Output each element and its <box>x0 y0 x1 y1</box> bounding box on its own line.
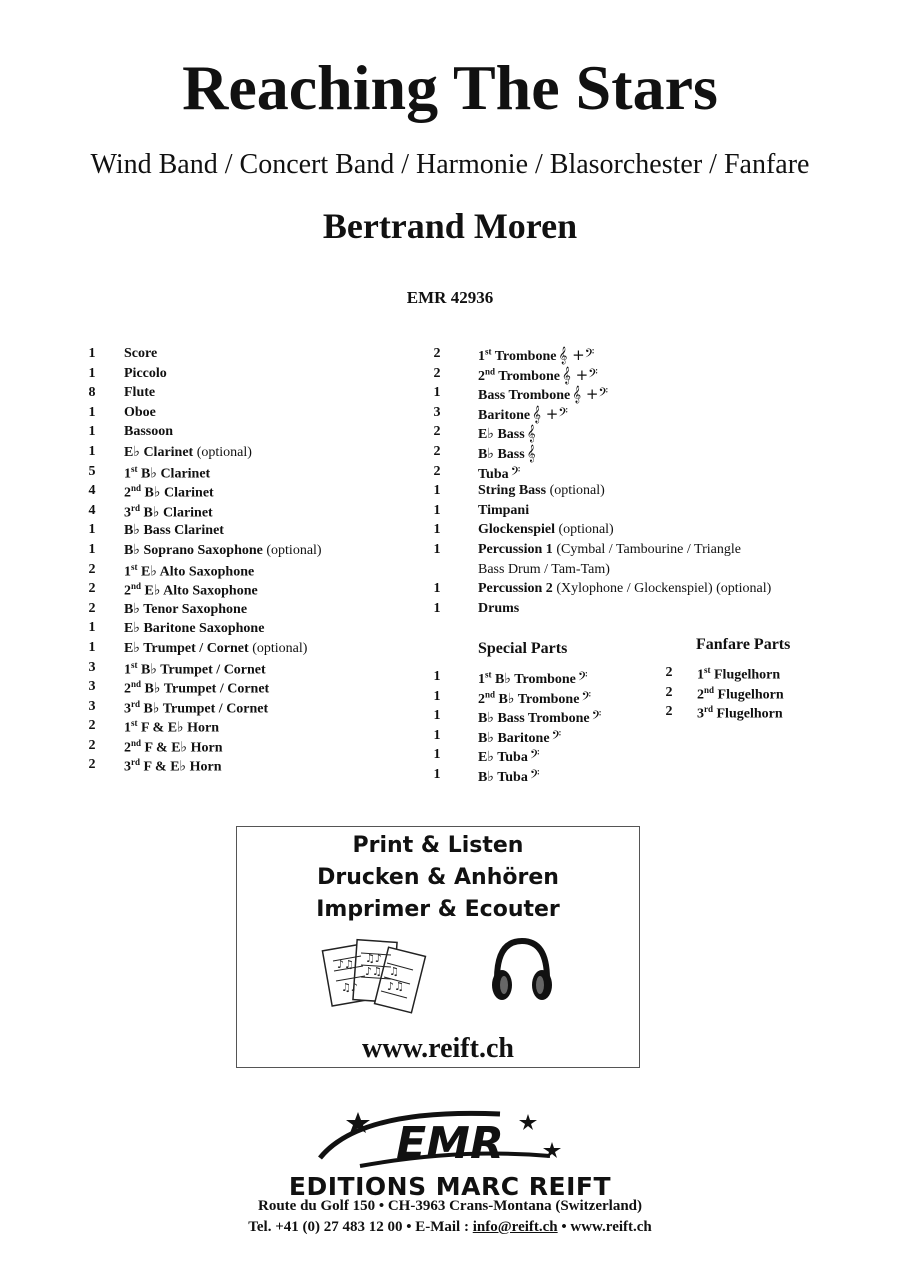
part-quantity: 1 <box>88 443 96 459</box>
part-quantity: 2 <box>433 346 441 361</box>
piece-title: Reaching The Stars <box>182 52 718 123</box>
part-name: Timpani <box>478 502 530 518</box>
part-row <box>430 708 670 728</box>
part-note: (optional) <box>262 542 322 558</box>
part-row <box>85 483 415 503</box>
special-parts-list <box>430 669 670 787</box>
part-row <box>85 424 415 444</box>
part-quantity: 2 <box>88 561 96 577</box>
parts-list-left <box>85 346 415 777</box>
part-row <box>430 366 850 386</box>
clef-icon: 𝄢 <box>510 463 521 482</box>
part-row <box>430 385 850 405</box>
clef-icon: 𝄞 +𝄢 <box>572 385 609 404</box>
part-name: E♭ Clarinet (optional) <box>124 444 252 460</box>
part-name: Percussion 2 (Xylophone / Glockenspiel) (optional) <box>478 581 772 597</box>
part-row <box>430 669 670 689</box>
part-name: 1st B♭ Clarinet <box>124 463 211 482</box>
part-row <box>430 581 850 601</box>
fanfare-parts-list <box>662 665 862 724</box>
part-row <box>662 665 862 685</box>
part-name: Bass Trombone 𝄞 +𝄢 <box>478 385 609 404</box>
part-row <box>430 346 850 366</box>
composer-name: Bertrand Moren <box>322 206 578 246</box>
part-note: (optional) <box>193 444 252 460</box>
part-quantity: 3 <box>433 404 441 420</box>
part-quantity: 1 <box>88 424 96 440</box>
part-quantity: 3 <box>88 679 96 695</box>
clef-icon: 𝄞 <box>526 443 536 462</box>
ensemble-subtitle: Wind Band / Concert Band / Harmonie / Blasorchester / Fanfare <box>90 149 810 180</box>
part-quantity: 2 <box>433 463 441 479</box>
part-note: (optional) <box>546 483 605 499</box>
part-name: E♭ Tuba 𝄢 <box>478 747 540 766</box>
part-quantity: 1 <box>88 522 96 538</box>
promo-url: www.reift.ch <box>362 1033 514 1064</box>
part-row <box>85 503 415 523</box>
part-row <box>85 522 415 542</box>
clef-icon: 𝄢 <box>551 727 562 746</box>
part-quantity: 1 <box>433 747 441 763</box>
part-name: 2nd Flugelhorn <box>697 684 784 703</box>
part-quantity: 3 <box>88 659 96 675</box>
sheet-music-icon <box>321 935 431 1019</box>
part-name: B♭ Soprano Saxophone (optional) <box>124 542 322 558</box>
clef-icon: 𝄢 <box>529 766 540 785</box>
part-row <box>430 522 850 542</box>
part-quantity: 1 <box>433 669 441 684</box>
part-quantity: 1 <box>433 541 441 557</box>
part-row <box>430 483 850 503</box>
clef-icon: 𝄞 +𝄢 <box>558 346 595 364</box>
part-row <box>85 601 415 621</box>
part-row <box>85 542 415 562</box>
publisher-brand: EDITIONS MARC REIFT <box>288 1172 612 1201</box>
part-quantity: 1 <box>88 620 96 636</box>
part-row <box>430 503 850 523</box>
svg-text:♪♫: ♪♫ <box>387 980 404 993</box>
parts-list-right <box>430 346 850 620</box>
part-quantity: 1 <box>433 502 441 518</box>
part-row <box>85 620 415 640</box>
part-row <box>85 405 415 425</box>
publisher-address: Route du Golf 150 • CH-3963 Crans-Montana (Switzerland) <box>258 1198 642 1214</box>
part-quantity: 2 <box>665 665 673 680</box>
part-quantity: 4 <box>88 502 96 518</box>
part-name: Tuba 𝄢 <box>478 463 521 482</box>
contact-tel: Tel. +41 (0) 27 483 12 00 • E-Mail : <box>248 1219 473 1235</box>
part-row <box>662 685 862 705</box>
part-row <box>85 660 415 680</box>
part-row <box>85 581 415 601</box>
part-quantity: 1 <box>433 600 441 616</box>
part-name: E♭ Bass 𝄞 <box>478 424 536 443</box>
svg-text:♫♪: ♫♪ <box>341 981 358 994</box>
part-quantity: 2 <box>88 581 96 597</box>
part-quantity: 2 <box>433 424 441 440</box>
part-name: Glockenspiel (optional) <box>478 522 614 538</box>
part-name: String Bass (optional) <box>478 483 605 499</box>
part-name: Oboe <box>124 404 156 420</box>
part-name: B♭ Bass 𝄞 <box>478 443 536 462</box>
part-name: Flute <box>124 385 156 401</box>
part-row <box>430 405 850 425</box>
clef-icon: 𝄢 <box>591 708 602 727</box>
part-quantity: 1 <box>433 483 441 499</box>
part-row <box>430 464 850 484</box>
part-quantity: 2 <box>665 684 673 700</box>
part-note: Bass Drum / Tam-Tam) <box>478 561 610 577</box>
part-row <box>85 718 415 738</box>
part-name: B♭ Bass Clarinet <box>124 523 224 539</box>
svg-text:♫: ♫ <box>389 965 399 978</box>
part-row <box>430 562 850 582</box>
clef-icon: 𝄢 <box>581 688 592 707</box>
part-name: 2nd Trombone 𝄞 +𝄢 <box>478 365 598 384</box>
part-quantity: 2 <box>665 704 673 720</box>
part-row <box>85 366 415 386</box>
emr-logo <box>300 1108 600 1172</box>
part-quantity: 5 <box>88 463 96 479</box>
part-row <box>662 704 862 724</box>
part-quantity: 3 <box>88 698 96 714</box>
part-name: 2nd B♭ Trombone 𝄢 <box>478 688 592 707</box>
part-row <box>85 346 415 366</box>
part-name: 1st E♭ Alto Saxophone <box>124 561 255 580</box>
part-name: 1st B♭ Trombone 𝄢 <box>478 669 588 687</box>
part-name: 3rd B♭ Clarinet <box>124 502 213 521</box>
part-row <box>85 640 415 660</box>
headphones-icon <box>487 935 557 1009</box>
part-note: (Xylophone / Glockenspiel) (optional) <box>552 581 772 597</box>
fanfare-parts-heading: Fanfare Parts <box>696 636 791 653</box>
part-quantity: 1 <box>88 365 96 381</box>
part-quantity: 2 <box>88 757 96 773</box>
part-name: 3rd F & E♭ Horn <box>124 757 222 776</box>
part-name: 1st Flugelhorn <box>697 665 781 683</box>
part-row <box>430 728 670 748</box>
part-quantity: 8 <box>88 385 96 401</box>
part-quantity: 1 <box>88 639 96 655</box>
part-quantity: 1 <box>433 688 441 704</box>
part-name: 2nd E♭ Alto Saxophone <box>124 581 258 599</box>
part-name: B♭ Tuba 𝄢 <box>478 766 540 785</box>
logo-text: EMR <box>396 1118 504 1169</box>
part-name: 1st F & E♭ Horn <box>124 718 220 736</box>
part-row <box>85 757 415 777</box>
part-row <box>85 385 415 405</box>
part-note: (optional) <box>248 640 308 656</box>
part-row <box>430 542 850 562</box>
part-quantity: 1 <box>433 727 441 743</box>
part-name: E♭ Baritone Saxophone <box>124 621 265 637</box>
part-quantity: 2 <box>433 365 441 381</box>
part-row <box>430 767 670 787</box>
part-name: 2nd B♭ Trumpet / Cornet <box>124 679 270 697</box>
part-quantity: 2 <box>88 737 96 753</box>
promo-line-german: Drucken & Anhören <box>317 865 559 890</box>
part-quantity: 2 <box>433 443 441 459</box>
part-name: 3rd Flugelhorn <box>697 704 783 722</box>
part-name: 1st B♭ Trumpet / Cornet <box>124 659 266 678</box>
part-quantity: 1 <box>433 766 441 782</box>
part-row <box>85 562 415 582</box>
part-row <box>430 689 670 709</box>
part-name: Drums <box>478 600 520 616</box>
special-parts-heading: Special Parts <box>478 640 568 657</box>
part-name: Score <box>124 346 158 361</box>
clef-icon: 𝄢 <box>577 669 588 687</box>
part-name <box>478 562 610 578</box>
part-note: (Cymbal / Tambourine / Triangle <box>552 541 741 557</box>
part-row <box>430 444 850 464</box>
part-quantity: 1 <box>88 346 96 361</box>
part-row <box>85 699 415 719</box>
part-quantity: 1 <box>433 581 441 597</box>
svg-text:♫♪: ♫♪ <box>365 952 382 965</box>
publisher-contact <box>0 1219 900 1236</box>
part-quantity: 2 <box>88 600 96 616</box>
part-row <box>430 424 850 444</box>
part-quantity: 1 <box>433 522 441 538</box>
part-name: Piccolo <box>124 365 167 381</box>
clef-icon: 𝄞 +𝄢 <box>532 404 568 423</box>
part-row <box>430 601 850 621</box>
part-quantity: 2 <box>88 718 96 734</box>
part-name: 3rd B♭ Trumpet / Cornet <box>124 698 269 717</box>
part-name: 1st Trombone 𝄞 +𝄢 <box>478 346 595 364</box>
part-quantity: 1 <box>433 385 441 401</box>
svg-text:♪♫: ♪♫ <box>337 958 354 971</box>
clef-icon: 𝄞 +𝄢 <box>561 365 598 384</box>
part-row <box>85 679 415 699</box>
part-name: Bassoon <box>124 424 174 440</box>
catalog-number: EMR 42936 <box>406 288 494 307</box>
part-quantity: 1 <box>88 404 96 420</box>
print-listen-box <box>236 826 640 1068</box>
part-name: Baritone 𝄞 +𝄢 <box>478 404 568 423</box>
part-row <box>430 747 670 767</box>
part-row <box>85 464 415 484</box>
part-name: B♭ Bass Trombone 𝄢 <box>478 708 602 727</box>
part-name: B♭ Baritone 𝄢 <box>478 727 562 746</box>
clef-icon: 𝄞 <box>526 424 536 443</box>
part-name: Percussion 1 (Cymbal / Tambourine / Triangle <box>478 541 741 557</box>
contact-web: • www.reift.ch <box>557 1219 652 1235</box>
email-link[interactable]: info@reift.ch <box>472 1219 558 1235</box>
part-row <box>85 444 415 464</box>
part-quantity: 4 <box>88 483 96 499</box>
part-note: (optional) <box>555 522 614 538</box>
part-name: E♭ Trumpet / Cornet (optional) <box>124 640 308 656</box>
part-name: B♭ Tenor Saxophone <box>124 601 248 617</box>
part-row <box>85 738 415 758</box>
promo-line-english: Print & Listen <box>352 833 524 858</box>
svg-text:♪♫: ♪♫ <box>365 965 382 978</box>
part-name: 2nd F & E♭ Horn <box>124 737 223 756</box>
part-quantity: 1 <box>433 708 441 724</box>
clef-icon: 𝄢 <box>529 747 540 766</box>
promo-line-french: Imprimer & Ecouter <box>316 897 560 922</box>
part-quantity: 1 <box>88 541 96 557</box>
part-name: 2nd B♭ Clarinet <box>124 483 214 501</box>
